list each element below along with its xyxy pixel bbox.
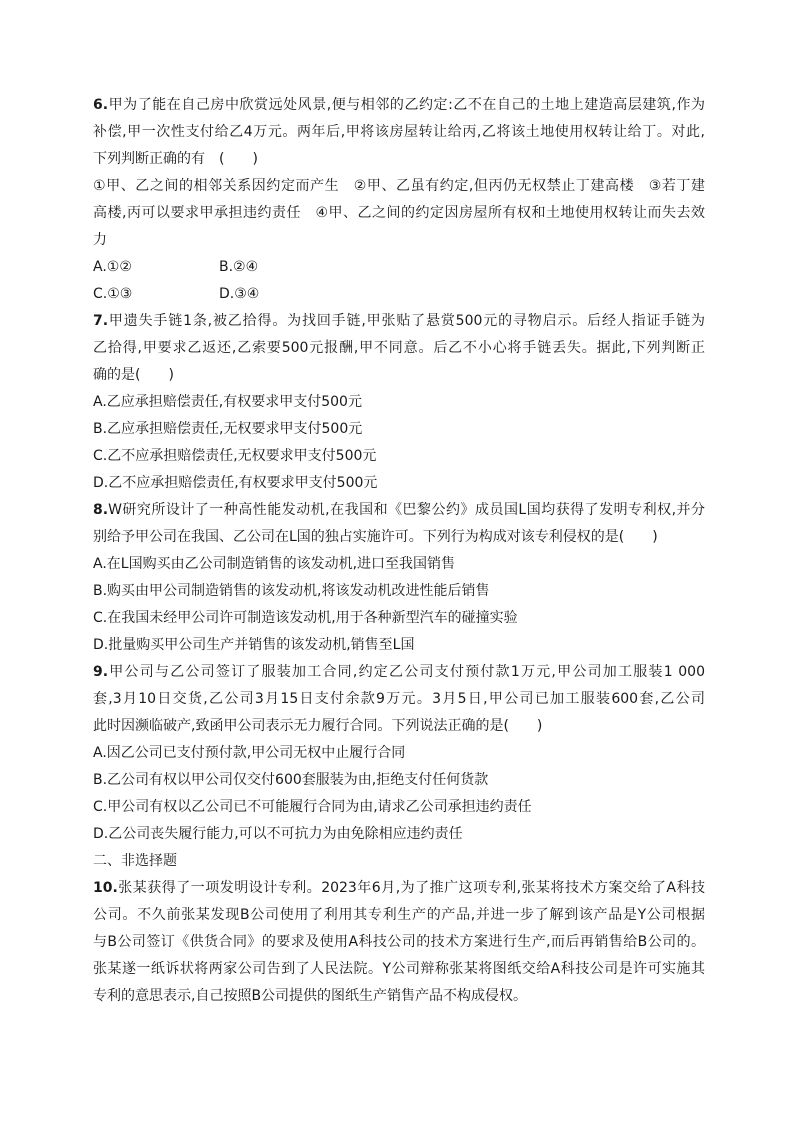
question-6-option-b: B.②④ — [219, 259, 259, 275]
question-6-number: 6. — [93, 97, 109, 113]
question-9-line-3: 此时因濒临破产,致函甲公司表示无力履行合同。下列说法正确的是( ) — [93, 718, 543, 734]
section-heading-non-choice: 二、非选择题 — [93, 853, 177, 869]
question-9-number: 9. — [93, 664, 109, 680]
question-9-option-b: B.乙公司有权以甲公司仅交付600套服装为由,拒绝支付任何货款 — [93, 772, 489, 788]
question-8-option-b: B.购买由甲公司制造销售的该发动机,将该发动机改进性能后销售 — [93, 583, 490, 599]
question-6-line-2: 补偿,甲一次性支付给乙4万元。两年后,甲将该房屋转让给丙,乙将该土地使用权转让给丁。对此, — [93, 124, 705, 140]
question-8-stem-1: W研究所设计了一种高性能发动机,在我国和《巴黎公约》成员国L国均获得了发明专利权,并分 — [108, 502, 705, 518]
question-9 — [93, 659, 705, 848]
question-6-option-a: A.①② — [93, 259, 132, 275]
question-9-line-1 — [93, 659, 705, 686]
question-9-option-c: C.甲公司有权以乙公司已不可能履行合同为由,请求乙公司承担违约责任 — [93, 799, 532, 815]
question-7-line-1 — [93, 308, 705, 335]
question-6-line-3: 下列判断正确的有 ( ) — [93, 151, 258, 167]
question-10 — [93, 875, 705, 1010]
question-6 — [93, 92, 705, 308]
question-10-line-1 — [93, 875, 705, 902]
question-10-line-4: 张某遂一纸诉状将两家公司告到了人民法院。Y公司辩称张某将图纸交给A科技公司是许可实施其 — [93, 961, 705, 977]
question-6-options-row-1 — [93, 254, 705, 281]
question-8-option-d: D.批量购买甲公司生产并销售的该发动机,销售至L国 — [93, 637, 415, 653]
question-9-option-d: D.乙公司丧失履行能力,可以不可抗力为由免除相应违约责任 — [93, 826, 463, 842]
question-7-number: 7. — [93, 313, 109, 329]
question-8 — [93, 497, 705, 659]
question-6-option-c: C.①③ — [93, 286, 133, 302]
question-6-statements-3: 力 — [93, 232, 107, 248]
question-7-line-3: 确的是( ) — [93, 367, 174, 383]
document-page — [93, 92, 705, 1010]
question-7-option-c: C.乙不应承担赔偿责任,无权要求甲支付500元 — [93, 448, 377, 464]
question-8-line-1 — [93, 497, 705, 524]
question-10-line-3: 与B公司签订《供货合同》的要求及使用A科技公司的技术方案进行生产,而后再销售给B公司的。 — [93, 934, 705, 950]
question-9-stem-1: 甲公司与乙公司签订了服装加工合同,约定乙公司支付预付款1万元,甲公司加工服装1 000 — [108, 664, 705, 680]
question-7 — [93, 308, 705, 497]
question-8-option-c: C.在我国未经甲公司许可制造该发动机,用于各种新型汽车的碰撞实验 — [93, 610, 518, 626]
question-7-line-2: 乙拾得,甲要求乙返还,乙索要500元报酬,甲不同意。后乙不小心将手链丢失。据此,下列判断正 — [93, 340, 705, 356]
question-6-options-row-2 — [93, 281, 705, 308]
question-6-statements-2: 高楼,丙可以要求甲承担违约责任 ④甲、乙之间的约定因房屋所有权和土地使用权转让而失去效 — [93, 205, 705, 221]
question-10-number: 10. — [93, 880, 118, 896]
question-7-option-b: B.乙应承担赔偿责任,无权要求甲支付500元 — [93, 421, 363, 437]
question-7-stem-1: 甲遗失手链1条,被乙拾得。为找回手链,甲张贴了悬赏500元的寻物启示。后经人指证手链为 — [108, 313, 705, 329]
question-6-stem-1: 甲为了能在自己房中欣赏远处风景,便与相邻的乙约定:乙不在自己的土地上建造高层建筑,作为 — [108, 97, 705, 113]
question-7-option-a: A.乙应承担赔偿责任,有权要求甲支付500元 — [93, 394, 362, 410]
question-9-option-a: A.因乙公司已支付预付款,甲公司无权中止履行合同 — [93, 745, 406, 761]
question-10-stem-1: 张某获得了一项发明设计专利。2023年6月,为了推广这项专利,张某将技术方案交给了A科技 — [117, 880, 705, 896]
question-6-option-d: D.③④ — [219, 286, 260, 302]
question-7-option-d: D.乙不应承担赔偿责任,有权要求甲支付500元 — [93, 475, 378, 491]
question-9-line-2: 套,3月10日交货,乙公司3月15日支付余款9万元。3月5日,甲公司已加工服装600套,乙公司 — [93, 691, 705, 707]
question-8-line-2: 别给予甲公司在我国、乙公司在L国的独占实施许可。下列行为构成对该专利侵权的是( ) — [93, 529, 658, 545]
question-6-statements-1: ①甲、乙之间的相邻关系因约定而产生 ②甲、乙虽有约定,但丙仍无权禁止丁建高楼 ③若丁建 — [93, 178, 705, 194]
question-10-line-2: 公司。不久前张某发现B公司使用了利用其专利生产的产品,并进一步了解到该产品是Y公司根据 — [93, 907, 705, 923]
question-8-number: 8. — [93, 502, 109, 518]
question-10-line-5: 专利的意思表示,自己按照B公司提供的图纸生产销售产品不构成侵权。 — [93, 988, 528, 1004]
question-8-option-a: A.在L国购买由乙公司制造销售的该发动机,进口至我国销售 — [93, 556, 456, 572]
question-6-line-1 — [93, 92, 705, 119]
